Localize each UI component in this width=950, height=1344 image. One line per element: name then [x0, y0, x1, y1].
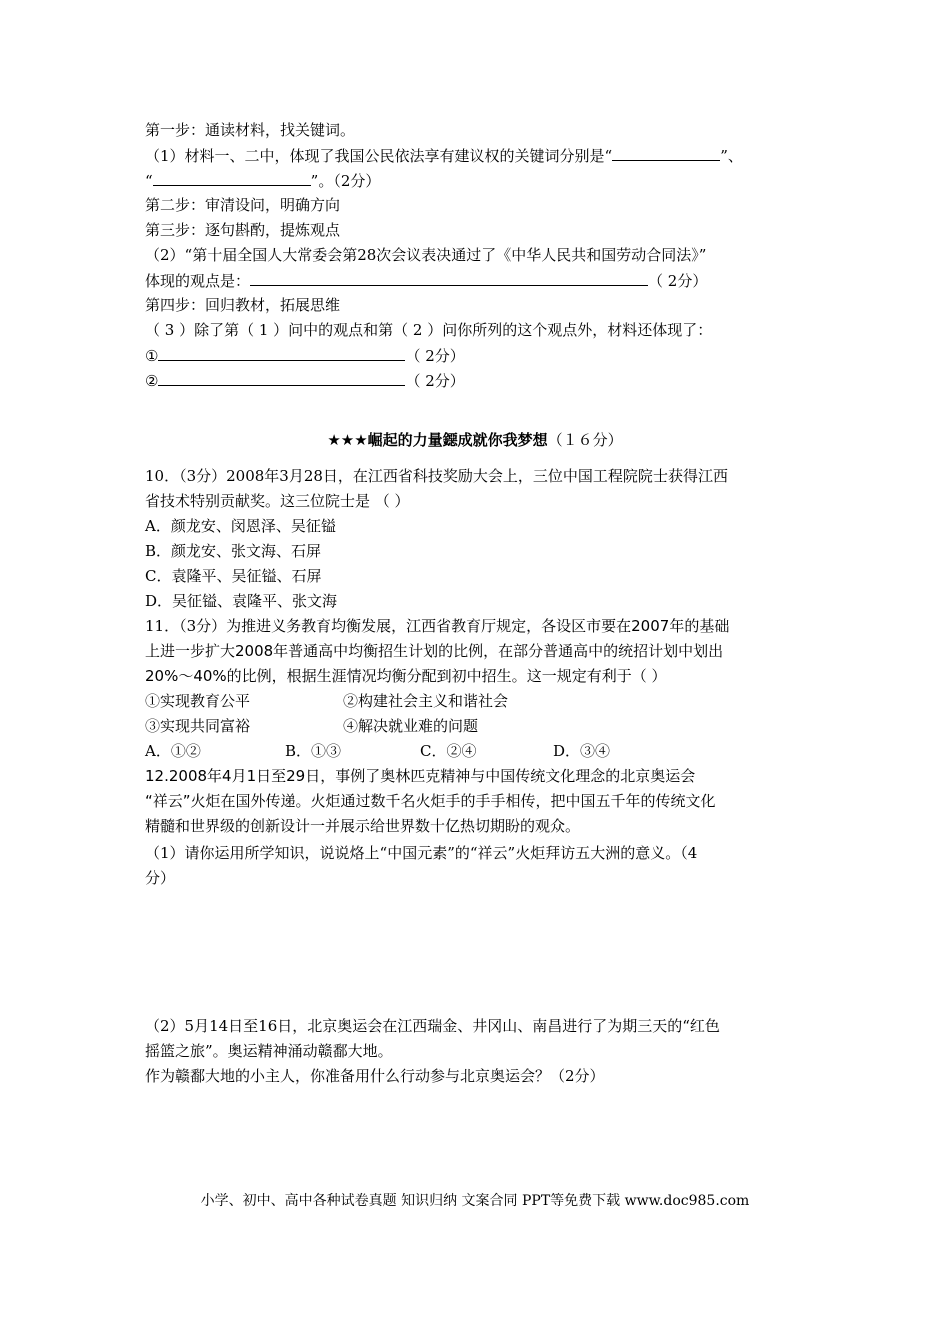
q11-choices	[145, 741, 610, 761]
q10-option-d[interactable]: D．吴征镒、袁隆平、张文海	[145, 592, 338, 610]
q1-line2	[145, 170, 380, 191]
q11-item-2: ②构建社会主义和谐社会	[343, 692, 509, 710]
q1-mid: ”、	[720, 147, 743, 165]
q11-line3	[145, 666, 666, 686]
q11-line3-serif: 这一规定有利于（ ）	[526, 667, 667, 685]
q11-items-row1	[145, 691, 508, 711]
q10-option-b[interactable]: B．颜龙安、张文海、石屏	[145, 542, 322, 560]
q3-item2-score: （ 2分）	[405, 372, 465, 390]
q12-sub1-line1: （1）请你运用所学知识，说说烙上“中国元素”的“祥云”火炬拜访五大洲的意义。（4	[145, 844, 698, 862]
q2-line1: （2）“第十届全国人大常委会第28次会议表决通过了《中华人民共和国劳动合同法》”	[145, 246, 707, 264]
q12-sub2-line1: （2）5月14日至16日，北京奥运会在江西瑞金、井冈山、南昌进行了为期三天的“红色	[145, 1017, 720, 1035]
q11-choice-c[interactable]: C．②④	[420, 742, 477, 760]
step1-text: 第一步：通读材料，找关键词。	[145, 121, 356, 139]
q3-item2	[145, 370, 465, 391]
q11-prefix: 11．（3分）	[145, 617, 227, 635]
q10-option-c[interactable]: C．袁隆平、吴征镒、石屏	[145, 567, 322, 585]
q12-sub2-line3: 作为赣鄱大地的小主人，你准备用什么行动参与北京奥运会？（2分）	[145, 1067, 605, 1085]
section-heading	[0, 430, 950, 450]
q2-prefix: 体现的观点是：	[145, 272, 251, 290]
q12-line2: “祥云”火炬在国外传递。火炬通过数千名火炬手的手手相传，把中国五千年的传统文化	[145, 792, 716, 810]
q12-sub1-line2: 分）	[145, 869, 176, 887]
q2-line2	[145, 270, 707, 291]
q2-blank[interactable]	[250, 270, 648, 286]
footer-text: 小学、初中、高中各种试卷真题 知识归纳 文案合同 PPT等免费下载 www.doc985.com	[200, 1193, 750, 1209]
q10-line1: 10．（3分）2008年3月28日，在江西省科技奖励大会上，三位中国工程院院士获得江西	[145, 467, 728, 485]
q3-line1: （ 3 ）除了第（ 1 ）问中的观点和第（ 2 ）问你所列的这个观点外，材料还体现了：	[145, 321, 713, 339]
q11-choice-b[interactable]: B．①③	[285, 742, 342, 760]
q1-line1	[145, 145, 743, 166]
q1-blank-2[interactable]	[153, 170, 311, 186]
q3-item1	[145, 345, 465, 366]
step4-text: 第四步：回归教材，拓展思维	[145, 296, 341, 314]
q10-line2: 省技术特别贡献奖。这三位院士是 （ ）	[145, 492, 410, 510]
q10-option-a[interactable]: A．颜龙安、闵恩泽、吴征镒	[145, 517, 336, 535]
section-score: （１６分）	[547, 431, 623, 449]
section-title: ★★★崛起的力量鐚成就你我梦想	[327, 431, 548, 449]
q11-line3-sans: 20%～40%的比例，根据生涯情况均衡分配到初中招生。	[145, 667, 527, 685]
step3-text: 第三步：逐句斟酌，提炼观点	[145, 221, 341, 239]
q12-line1: 12.2008年4月1日至29日，事例了奥林匹克精神与中国传统文化理念的北京奥运会	[145, 767, 696, 785]
q3-item1-score: （ 2分）	[405, 347, 465, 365]
q1-prefix: （1）材料一、二中，体现了我国公民依法享有建议权的关键词分别是“	[145, 147, 613, 165]
q12-sub2-line2: 摇篮之旅”。奥运精神涌动赣鄱大地。	[145, 1042, 393, 1060]
q3-item2-mark: ②	[145, 372, 159, 390]
q11-line2: 上进一步扩大2008年普通高中均衡招生计划的比例，在部分普通高中的统招计划中划出	[145, 642, 724, 660]
q11-items-row2	[145, 716, 478, 736]
q11-choice-d[interactable]: D．③④	[553, 742, 611, 760]
q3-item1-mark: ①	[145, 347, 159, 365]
q3-blank-1[interactable]	[158, 345, 405, 361]
step2-text: 第二步：审清设问，明确方向	[145, 196, 341, 214]
q11-line1-rest: 为推进义务教育均衡发展，江西省教育厅规定，各设区市要在2007年的基础	[226, 617, 730, 635]
q11-choice-a[interactable]: A．①②	[145, 742, 201, 760]
q11-item-3: ③实现共同富裕	[145, 717, 251, 735]
q1-line2-close: ”。（2分）	[310, 172, 381, 190]
q1-blank-1[interactable]	[612, 145, 720, 161]
q11-item-4: ④解决就业难的问题	[343, 717, 479, 735]
q2-suffix: （ 2分）	[648, 272, 708, 290]
q1-line2-open: “	[145, 172, 153, 190]
q11-line1	[145, 616, 729, 636]
q3-blank-2[interactable]	[158, 370, 405, 386]
q12-line3: 精髓和世界级的创新设计一并展示给世界数十亿热切期盼的观众。	[145, 817, 581, 835]
q11-item-1: ①实现教育公平	[145, 692, 251, 710]
